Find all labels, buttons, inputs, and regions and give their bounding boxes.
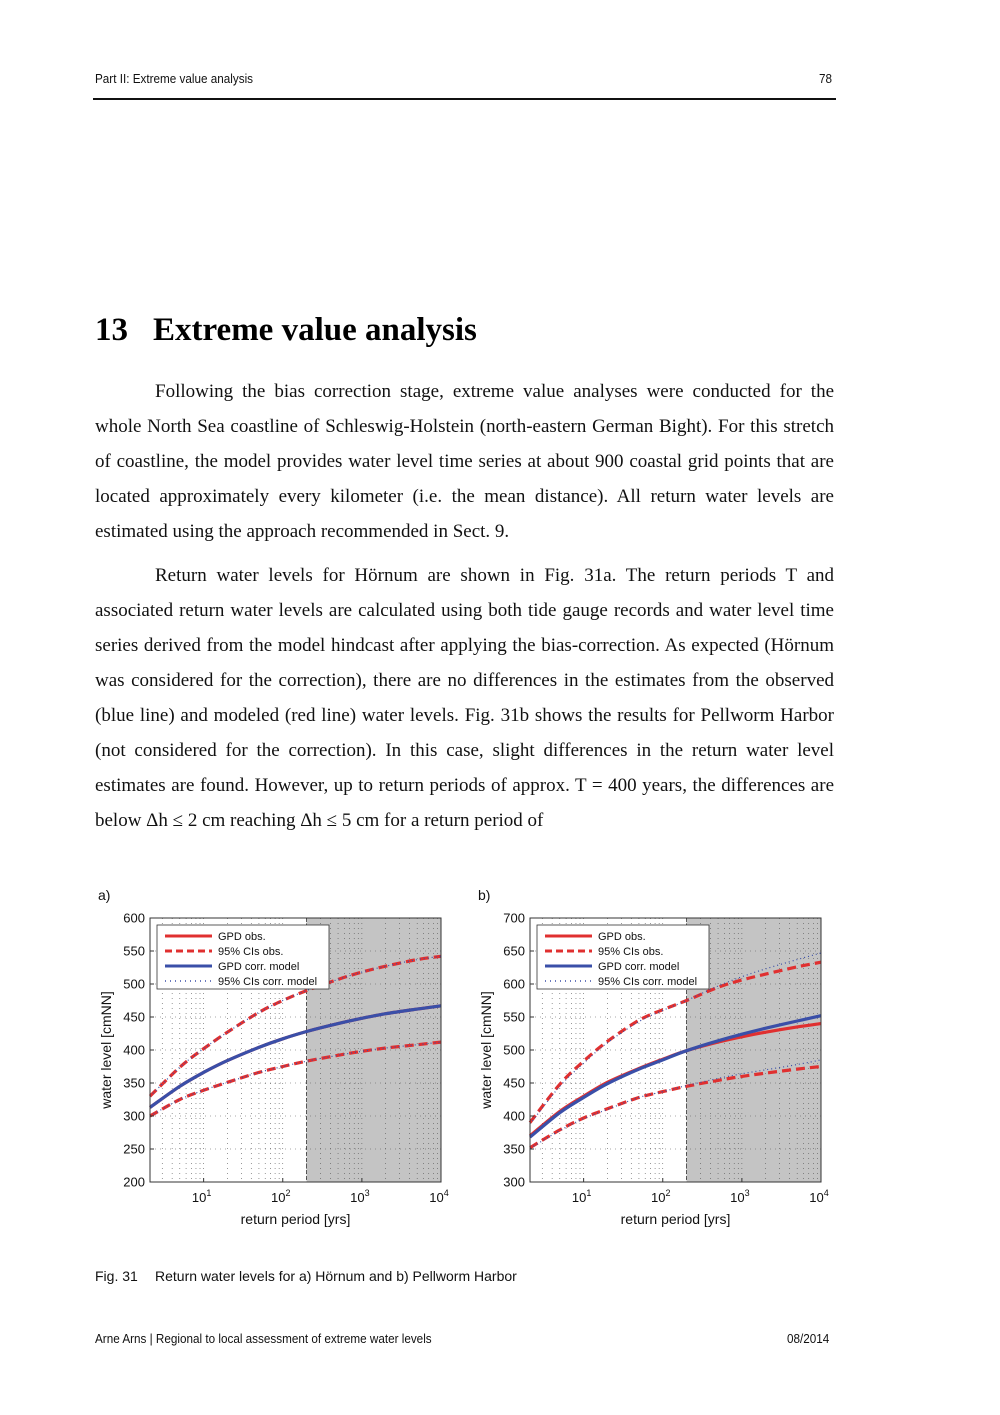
- x-tick-exponent: 1: [586, 1188, 592, 1198]
- footer-date: 08/2014: [787, 1331, 830, 1346]
- x-tick-exponent: 2: [665, 1188, 671, 1198]
- y-tick-label: 650: [503, 943, 525, 959]
- y-tick-label: 200: [123, 1174, 145, 1190]
- legend-label: GPD corr. model: [218, 961, 300, 973]
- x-tick-base: 10: [191, 1190, 207, 1205]
- y-tick-label: 600: [123, 910, 145, 926]
- x-tick-exponent: 2: [285, 1188, 291, 1198]
- y-tick-label: 350: [503, 1141, 525, 1157]
- y-axis-label: water level [cmNN]: [98, 991, 114, 1109]
- running-header-section: Part II: Extreme value analysis: [95, 71, 254, 86]
- y-tick-label: 250: [123, 1141, 145, 1157]
- x-tick-exponent: 1: [206, 1188, 212, 1198]
- figure-caption-text: Return water levels for a) Hörnum and b) Pellworm Harbor: [155, 1268, 517, 1284]
- y-tick-label: 500: [503, 1042, 525, 1058]
- x-tick-base: 10: [651, 1190, 666, 1205]
- y-tick-label: 300: [503, 1174, 525, 1190]
- panel-label: a): [98, 887, 111, 903]
- footer-author-title: Arne Arns | Regional to local assessment of extreme water levels: [95, 1331, 432, 1346]
- x-tick-exponent: 3: [364, 1188, 370, 1198]
- x-tick-label: [350, 1188, 369, 1205]
- chapter-title: Extreme value analysis: [153, 312, 477, 348]
- body-paragraph-1: [95, 374, 834, 549]
- x-tick-exponent: 3: [744, 1188, 750, 1198]
- y-axis-label: water level [cmNN]: [478, 991, 494, 1109]
- x-tick-label: [651, 1188, 670, 1205]
- x-axis-label: return period [yrs]: [240, 1211, 351, 1227]
- body-paragraph-2: [95, 558, 834, 838]
- y-tick-label: 400: [503, 1108, 525, 1124]
- x-tick-label: [730, 1188, 749, 1205]
- x-tick-base: 10: [271, 1190, 286, 1205]
- figure-number: Fig. 31: [95, 1268, 138, 1284]
- legend-label: 95% CIs obs.: [598, 946, 664, 958]
- header-rule: [93, 98, 836, 100]
- x-tick-exponent: 4: [443, 1188, 449, 1198]
- y-tick-label: 500: [123, 976, 145, 992]
- legend: [537, 925, 709, 989]
- y-tick-label: 600: [503, 976, 525, 992]
- figure-31a-chart: [90, 880, 465, 1230]
- x-tick-label: [429, 1188, 448, 1205]
- legend-label: GPD obs.: [598, 931, 646, 943]
- chapter-heading: [95, 312, 477, 349]
- legend: [157, 925, 329, 989]
- paragraph-text: Return water levels for Hörnum are shown in Fig. 31a. The return periods T and associated return water levels are calculated using both tide gauge records and water level time series derived from the model hindcast after applying the bias-correction. As expected (Hörnum was considered for the correction), there are no differences in the estimates from the observed (blue line) and modeled (red line) water levels. Fig. 31b shows the results for Pellworm Harbor (not considered for the correction). In this case, slight differences in the return water level estimates are found. However, up to return periods of approx. T = 400 years, the differences are below Δh ≤ 2 cm reaching Δh ≤ 5 cm for a return period of: [95, 565, 834, 831]
- x-axis-label: return period [yrs]: [620, 1211, 731, 1227]
- y-tick-label: 550: [503, 1009, 525, 1025]
- y-tick-label: 300: [123, 1108, 145, 1124]
- y-tick-label: 350: [123, 1075, 145, 1091]
- figure-caption: [95, 1268, 517, 1284]
- x-tick-label: [192, 1188, 211, 1205]
- x-tick-exponent: 4: [823, 1188, 829, 1198]
- legend-label: 95% CIs corr. model: [598, 976, 698, 988]
- y-tick-label: 700: [503, 910, 525, 926]
- x-tick-base: 10: [809, 1190, 824, 1205]
- chapter-number: 13: [95, 312, 128, 348]
- x-tick-base: 10: [730, 1190, 745, 1205]
- x-tick-label: [271, 1188, 290, 1205]
- paragraph-text: Following the bias correction stage, extreme value analyses were conducted for the whole North Sea coastline of Schleswig-Holstein (north-eastern German Bight). For this stretch of coastline, the model provides water level time series at about 900 coastal grid points that are located approximately every kilometer (i.e. the mean distance). All return water levels are estimated using the approach recommended in Sect. 9.: [95, 381, 834, 542]
- legend-label: GPD corr. model: [598, 961, 680, 973]
- page-number: 78: [819, 71, 833, 86]
- legend-label: 95% CIs obs.: [218, 946, 284, 958]
- x-tick-base: 10: [571, 1190, 587, 1205]
- y-tick-label: 400: [123, 1042, 145, 1058]
- legend-label: 95% CIs corr. model: [218, 976, 318, 988]
- y-tick-label: 450: [123, 1009, 145, 1025]
- y-tick-label: 550: [123, 943, 145, 959]
- y-tick-label: 450: [503, 1075, 525, 1091]
- x-tick-base: 10: [350, 1190, 365, 1205]
- x-tick-base: 10: [429, 1190, 444, 1205]
- x-tick-label: [809, 1188, 828, 1205]
- legend-label: GPD obs.: [218, 931, 266, 943]
- panel-label: b): [478, 887, 491, 903]
- x-tick-label: [572, 1188, 591, 1205]
- figure-31b-chart: [470, 880, 850, 1230]
